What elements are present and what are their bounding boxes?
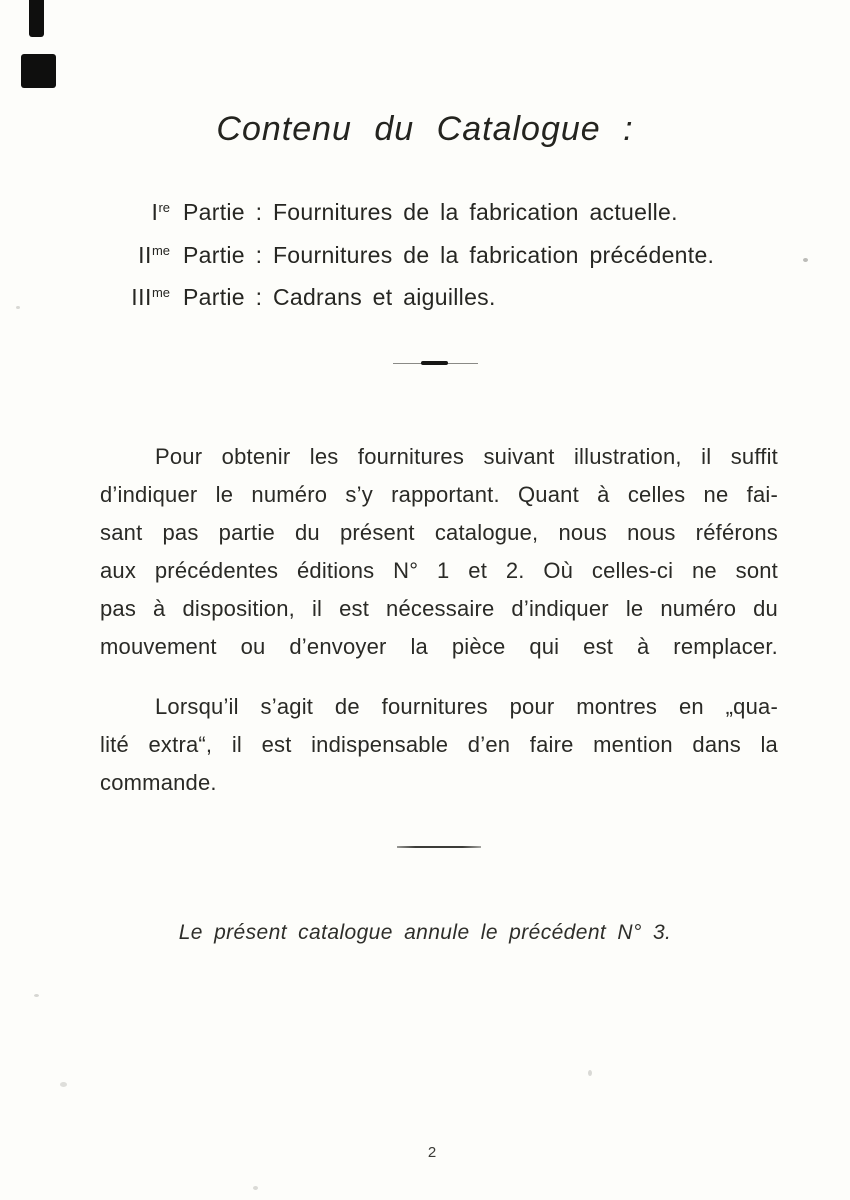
part-label: Partie : Cadrans et aiguilles.	[183, 284, 496, 310]
part-numeral-suffix: me	[151, 242, 170, 258]
text-line: mouvement ou d’envoyer la pièce qui est à remplacer.	[100, 634, 778, 659]
list-item	[112, 276, 792, 319]
part-label: Partie : Fournitures de la fabrication précédente.	[183, 241, 715, 268]
part-numeral: $II^{me}$	[138, 241, 170, 268]
text-line: pas à disposition, il est nécessaire d’indiquer le numéro du	[100, 596, 778, 621]
text-line: d’indiquer le numéro s’y rapportant. Quant à celles ne fai-	[100, 482, 778, 507]
scan-speck	[803, 258, 808, 262]
scan-speck	[16, 306, 20, 309]
page-title: Contenu du Catalogue :	[216, 110, 634, 148]
part-label: Partie : Fournitures de la fabrication actuelle.	[183, 199, 678, 225]
scan-registration-square	[21, 54, 56, 88]
section-divider-ornament	[393, 360, 478, 366]
supersede-note: Le présent catalogue annule le précédent N° 3.	[178, 921, 672, 944]
scan-speck	[253, 1186, 258, 1190]
divider-thick-dash	[421, 361, 448, 365]
section-divider-rule	[397, 846, 481, 848]
text-line: Lorsqu’il s’agit de fournitures pour montres en „qua-	[155, 694, 778, 719]
part-numeral: $III^{me}$	[131, 284, 170, 310]
part-numeral: Ire	[151, 199, 170, 225]
paragraph-quality-note	[100, 688, 778, 802]
list-item	[112, 234, 792, 277]
page-number: 2	[427, 1144, 437, 1161]
scan-speck	[588, 1070, 592, 1076]
scan-speck	[34, 994, 39, 997]
part-numeral-suffix: re	[158, 200, 170, 215]
text-line: Pour obtenir les fournitures suivant illustration, il suffit	[155, 444, 778, 469]
part-numeral-suffix: me	[151, 285, 170, 300]
text-line: lité extra“, il est indispensable d’en faire mention dans la	[100, 732, 778, 757]
parts-list	[112, 191, 792, 319]
scan-speck	[60, 1082, 67, 1087]
text-line: commande.	[100, 770, 217, 795]
text-line: sant pas partie du présent catalogue, nous nous référons	[100, 520, 778, 545]
list-item	[112, 191, 792, 234]
scan-registration-bar	[29, 0, 44, 37]
text-line: aux précédentes éditions N° 1 et 2. Où celles-ci ne sont	[100, 558, 778, 583]
paragraph-instructions	[100, 438, 778, 666]
